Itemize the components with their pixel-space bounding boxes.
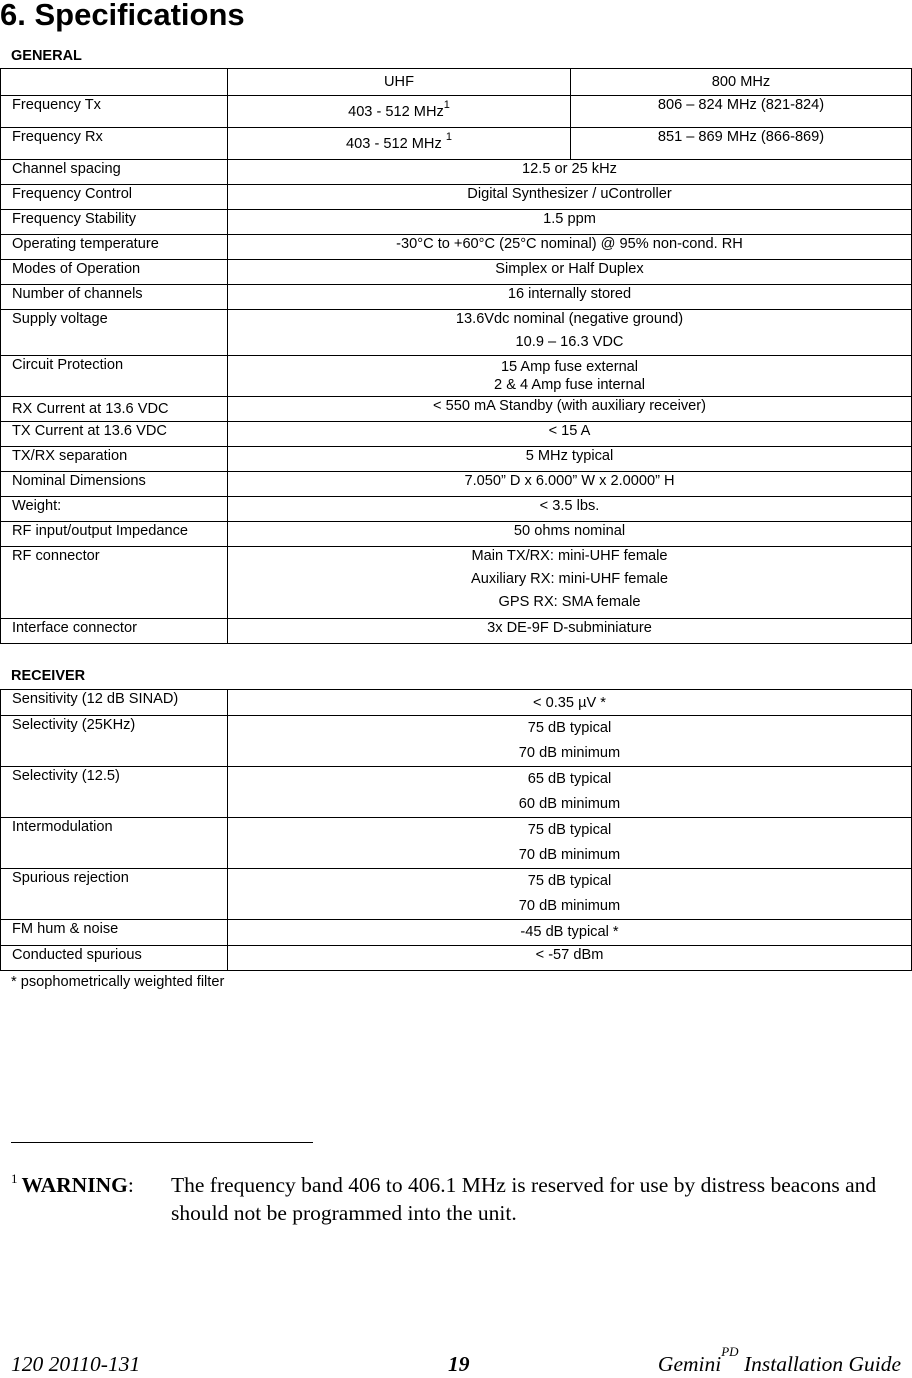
- table-row: [1, 946, 912, 971]
- footnote-divider: [11, 1142, 313, 1143]
- table-header-row: [1, 69, 912, 96]
- table-row: [1, 397, 912, 422]
- guide-suffix: Installation Guide: [738, 1352, 901, 1376]
- document-number: 120 20110-131: [11, 1352, 141, 1376]
- table-row: [1, 547, 912, 619]
- spec-label: Conducted spurious: [1, 946, 228, 971]
- spec-label: Weight:: [1, 497, 228, 522]
- spec-value-line: Main TX/RX: mini-UHF female: [471, 548, 668, 564]
- table-row: [1, 619, 912, 644]
- spec-value-line: Auxiliary RX: mini-UHF female: [470, 571, 669, 587]
- spec-value-800mhz: 806 – 824 MHz (821-824): [571, 96, 912, 128]
- spec-value-line: 13.6Vdc nominal (negative ground): [455, 311, 684, 327]
- spec-label: Frequency Control: [1, 185, 228, 210]
- table-row: [1, 818, 912, 869]
- header-cell-800mhz: 800 MHz: [571, 69, 912, 96]
- spec-value: -45 dB typical *: [228, 920, 912, 946]
- spec-label: RF connector: [1, 547, 228, 619]
- table-row: [1, 210, 912, 235]
- spec-value-800mhz: 851 – 869 MHz (866-869): [571, 128, 912, 160]
- table-row: [1, 472, 912, 497]
- footnote: [11, 1171, 911, 1225]
- spec-value: < 550 mA Standby (with auxiliary receiver): [228, 397, 912, 422]
- table-row: [1, 310, 912, 356]
- spec-value: < -57 dBm: [228, 946, 912, 971]
- spec-value: [228, 716, 912, 767]
- spec-value: 12.5 or 25 kHz: [228, 160, 912, 185]
- spec-value-line: 70 dB minimum: [518, 847, 621, 863]
- header-cell-empty: [1, 69, 228, 96]
- spec-value: 7.050” D x 6.000” W x 2.0000” H: [228, 472, 912, 497]
- table-row: [1, 260, 912, 285]
- spec-value: Digital Synthesizer / uController: [228, 185, 912, 210]
- spec-value: 50 ohms nominal: [228, 522, 912, 547]
- footnote-heading: WARNING: [21, 1173, 128, 1197]
- spec-label: Operating temperature: [1, 235, 228, 260]
- freq-rx-uhf: 403 - 512 MHz: [346, 136, 446, 152]
- general-section-label: GENERAL: [11, 48, 82, 64]
- page-title: 6. Specifications: [0, 0, 245, 32]
- spec-label: TX Current at 13.6 VDC: [1, 422, 228, 447]
- table-row: [1, 716, 912, 767]
- spec-value-line: 60 dB minimum: [518, 796, 621, 812]
- spec-value-line: 10.9 – 16.3 VDC: [515, 334, 624, 350]
- footnote-mark: 1: [11, 1171, 18, 1186]
- spec-value: 5 MHz typical: [228, 447, 912, 472]
- table-row: [1, 185, 912, 210]
- spec-value: [228, 767, 912, 818]
- table-row: [1, 447, 912, 472]
- spec-label: TX/RX separation: [1, 447, 228, 472]
- spec-value: [228, 869, 912, 920]
- header-cell-uhf: UHF: [228, 69, 571, 96]
- spec-value-line: 2 & 4 Amp fuse internal: [494, 377, 645, 393]
- spec-value: 1.5 ppm: [228, 210, 912, 235]
- spec-value: < 3.5 lbs.: [228, 497, 912, 522]
- spec-value-line: 75 dB typical: [527, 822, 612, 838]
- spec-label: Circuit Protection: [1, 356, 228, 397]
- table-row: [1, 920, 912, 946]
- table-row: [1, 235, 912, 260]
- spec-value: 3x DE-9F D-subminiature: [228, 619, 912, 644]
- psophometric-note: * psophometrically weighted filter: [11, 974, 225, 990]
- spec-label: Nominal Dimensions: [1, 472, 228, 497]
- table-row: [1, 285, 912, 310]
- spec-label: Supply voltage: [1, 310, 228, 356]
- table-row: [1, 767, 912, 818]
- table-row: [1, 96, 912, 128]
- spec-value: [228, 818, 912, 869]
- spec-value: [228, 310, 912, 356]
- spec-label: RF input/output Impedance: [1, 522, 228, 547]
- spec-value-line: 75 dB typical: [527, 873, 612, 889]
- spec-label: FM hum & noise: [1, 920, 228, 946]
- spec-label: Frequency Stability: [1, 210, 228, 235]
- guide-prefix: Gemini: [657, 1352, 722, 1376]
- spec-label: Frequency Tx: [1, 96, 228, 128]
- spec-value: Simplex or Half Duplex: [228, 260, 912, 285]
- spec-label: Modes of Operation: [1, 260, 228, 285]
- spec-label: Frequency Rx: [1, 128, 228, 160]
- spec-value: [228, 547, 912, 619]
- spec-value-uhf: [228, 96, 571, 128]
- spec-label: Channel spacing: [1, 160, 228, 185]
- receiver-section-label: RECEIVER: [11, 668, 86, 684]
- footnote-ref: 1: [443, 99, 450, 112]
- spec-value: -30°C to +60°C (25°C nominal) @ 95% non-cond. RH: [228, 235, 912, 260]
- spec-label: Spurious rejection: [1, 869, 228, 920]
- spec-label: Number of channels: [1, 285, 228, 310]
- spec-value-line: 15 Amp fuse external: [500, 359, 639, 375]
- spec-label: Selectivity (12.5): [1, 767, 228, 818]
- spec-value: 16 internally stored: [228, 285, 912, 310]
- spec-value-line: 70 dB minimum: [518, 745, 621, 761]
- receiver-spec-table: [0, 689, 912, 971]
- spec-label: Intermodulation: [1, 818, 228, 869]
- table-row: [1, 690, 912, 716]
- freq-tx-uhf: 403 - 512 MHz: [348, 104, 444, 120]
- table-row: [1, 128, 912, 160]
- guide-title: [657, 1343, 901, 1378]
- table-row: [1, 497, 912, 522]
- footnote-body: The frequency band 406 to 406.1 MHz is reserved for use by distress beacons and should not be programmed into the unit.: [171, 1173, 877, 1225]
- spec-value-line: GPS RX: SMA female: [498, 594, 641, 610]
- spec-label: Sensitivity (12 dB SINAD): [1, 690, 228, 716]
- spec-label: RX Current at 13.6 VDC: [1, 397, 228, 422]
- table-row: [1, 422, 912, 447]
- spec-value: < 0.35 µV *: [228, 690, 912, 716]
- spec-value-line: 70 dB minimum: [518, 898, 621, 914]
- footnote-ref: 1: [445, 131, 452, 144]
- spec-value: < 15 A: [228, 422, 912, 447]
- footnote-colon: :: [127, 1173, 134, 1197]
- table-row: [1, 522, 912, 547]
- spec-value: [228, 356, 912, 397]
- table-row: [1, 869, 912, 920]
- page-number: 19: [448, 1352, 470, 1376]
- table-row: [1, 160, 912, 185]
- spec-label: Selectivity (25KHz): [1, 716, 228, 767]
- guide-superscript: PD: [721, 1343, 739, 1359]
- spec-value-uhf: [228, 128, 571, 160]
- spec-label: Interface connector: [1, 619, 228, 644]
- general-spec-table: [0, 68, 912, 644]
- spec-value-line: 65 dB typical: [527, 771, 612, 787]
- table-row: [1, 356, 912, 397]
- spec-value-line: 75 dB typical: [527, 720, 612, 736]
